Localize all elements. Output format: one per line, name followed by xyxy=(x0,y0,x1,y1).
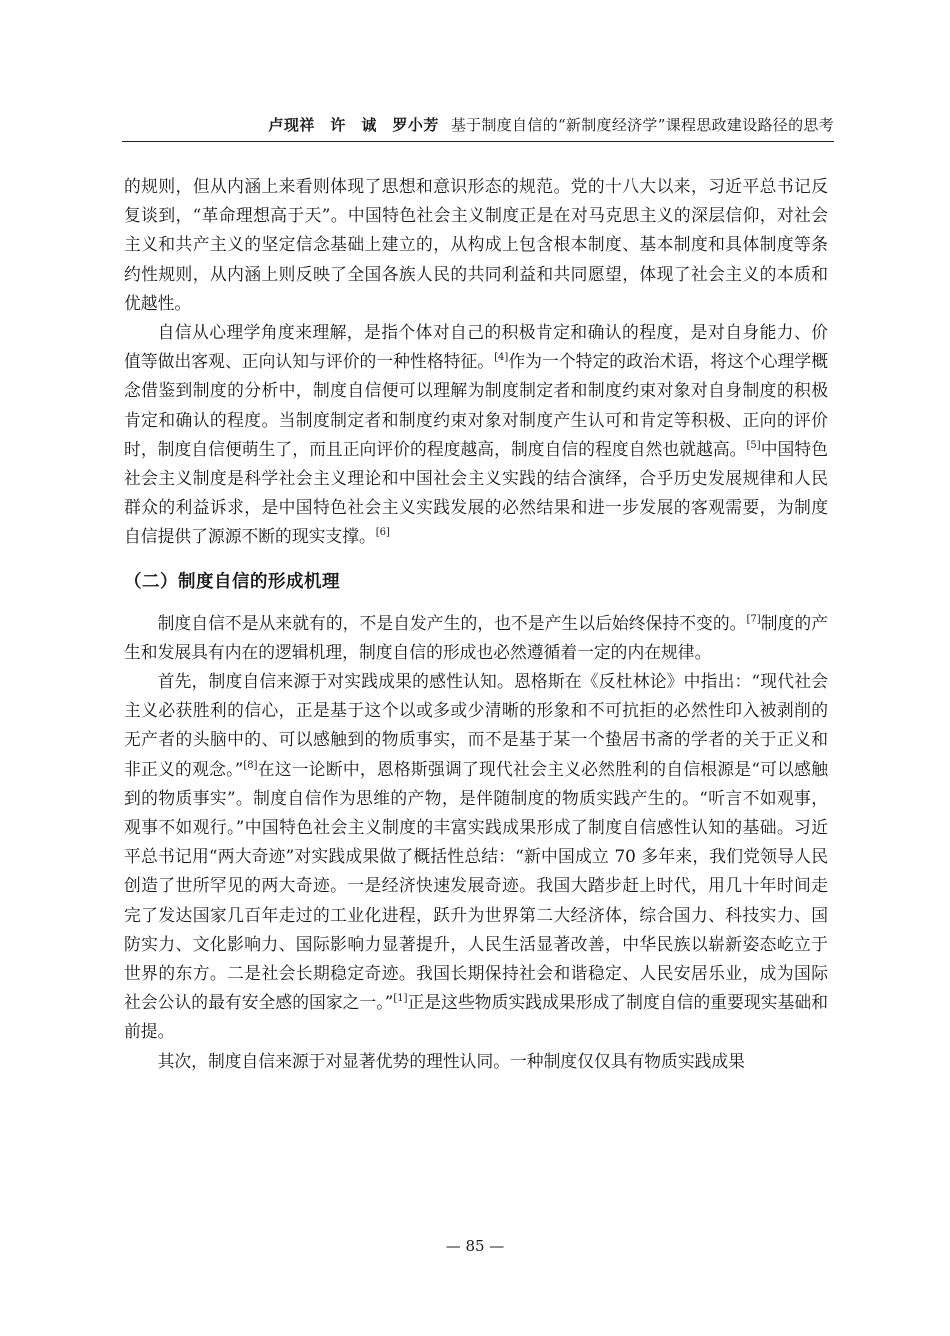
page-number: — 85 — xyxy=(445,1237,505,1255)
section-heading: （二）制度自信的形成机理 xyxy=(124,571,340,592)
citation-ref[interactable]: [7] xyxy=(746,613,761,625)
citation-ref[interactable]: [6] xyxy=(375,527,390,539)
citation-ref[interactable]: [5] xyxy=(746,439,761,451)
article-body xyxy=(124,172,828,1076)
paragraph-second-source: 其次，制度自信来源于对显著优势的理性认同。一种制度仅仅具有物质实践成果 xyxy=(157,1050,745,1071)
header-title: 基于制度自信的“新制度经济学”课程思政建设路径的思考 xyxy=(450,116,834,134)
paragraph-formation-intro: 制度自信不是从来就有的，不是自发产生的，也不是产生以后始终保持不变的。[7]制度的产生和发展具有内在的逻辑机理，制度自信的形成也必然遵循着一定的内在规律。 xyxy=(124,612,828,662)
header-authors: 卢现祥 许 诚 罗小芳 xyxy=(268,116,439,134)
running-header xyxy=(122,114,834,136)
paragraph-self-confidence-definition: 自信从心理学角度来理解，是指个体对自己的积极肯定和确认的程度，是对自身能力、价值等做出客观、正向认知与评价的一种性格特征。[4]作为一个特定的政治术语，将这个心理学概念借鉴到制度的分析中，制度自信便可以理解为制度制定者和制度约束对象对自身制度的积极肯定和确认的程度。当制度制定者和制度约束对象对制度产生认可和肯定等积极、正向的评价时，制度自信便萌生了，而且正向评价的程度越高，制度自信的程度自然也就越高。[5]中国特色社会主义制度是科学社会主义理论和中国社会主义实践的结合演绎，合乎历史发展规律和人民群众的利益诉求，是中国特色社会主义实践发展的必然结果和进一步发展的客观需要，为制度自信提供了源源不断的现实支撑。[6] xyxy=(124,322,828,547)
citation-ref[interactable]: [1] xyxy=(393,993,408,1005)
paragraph-continuation: 的规则，但从内涵上来看则体现了思想和意识形态的规范。党的十八大以来，习近平总书记反复谈到，“革命理想高于天”。中国特色社会主义制度正是在对马克思主义的深层信仰，对社会主义和共产主义的坚定信念基础上建立的，从构成上包含根本制度、基本制度和具体制度等条约性规则，从内涵上则反映了全国各族人民的共同利益和共同愿望，体现了社会主义的本质和优越性。 xyxy=(124,176,828,313)
paragraph-first-source: 首先，制度自信来源于对实践成果的感性认知。恩格斯在《反杜林论》中指出：“现代社会主义必获胜利的信心，正是基于这个以或多或少清晰的形象和不可抗拒的必然性印入被剥削的无产者的头脑中的、可以感触到的物质事实，而不是基于某一个蛰居书斋的学者的关于正义和非正义的观念。”[8]在这一论断中，恩格斯强调了现代社会主义必然胜利的自信根源是“可以感触到的物质事实”。制度自信作为思维的产物，是伴随制度的物质实践产生的。“听言不如观事，观事不如观行。”中国特色社会主义制度的丰富实践成果形成了制度自信感性认知的基础。习近平总书记用“两大奇迹”对实践成果做了概括性总结：“新中国成立 70 多年来，我们党领导人民创造了世所罕见的两大奇迹。一是经济快速发展奇迹。我国大踏步赶上时代，用几十年时间走完了发达国家几百年走过的工业化进程，跃升为世界第二大经济体，综合国力、科技实力、国防实力、文化影响力、国际影响力显著提升，人民生活显著改善，中华民族以崭新姿态屹立于世界的东方。二是社会长期稳定奇迹。我国长期保持社会和谐稳定、人民安居乐业，成为国际社会公认的最有安全感的国家之一。”[1]正是这些物质实践成果形成了制度自信的重要现实基础和前提。 xyxy=(124,671,828,1042)
citation-ref[interactable]: [4] xyxy=(494,352,509,364)
header-rule xyxy=(122,141,834,142)
citation-ref[interactable]: [8] xyxy=(243,759,258,771)
